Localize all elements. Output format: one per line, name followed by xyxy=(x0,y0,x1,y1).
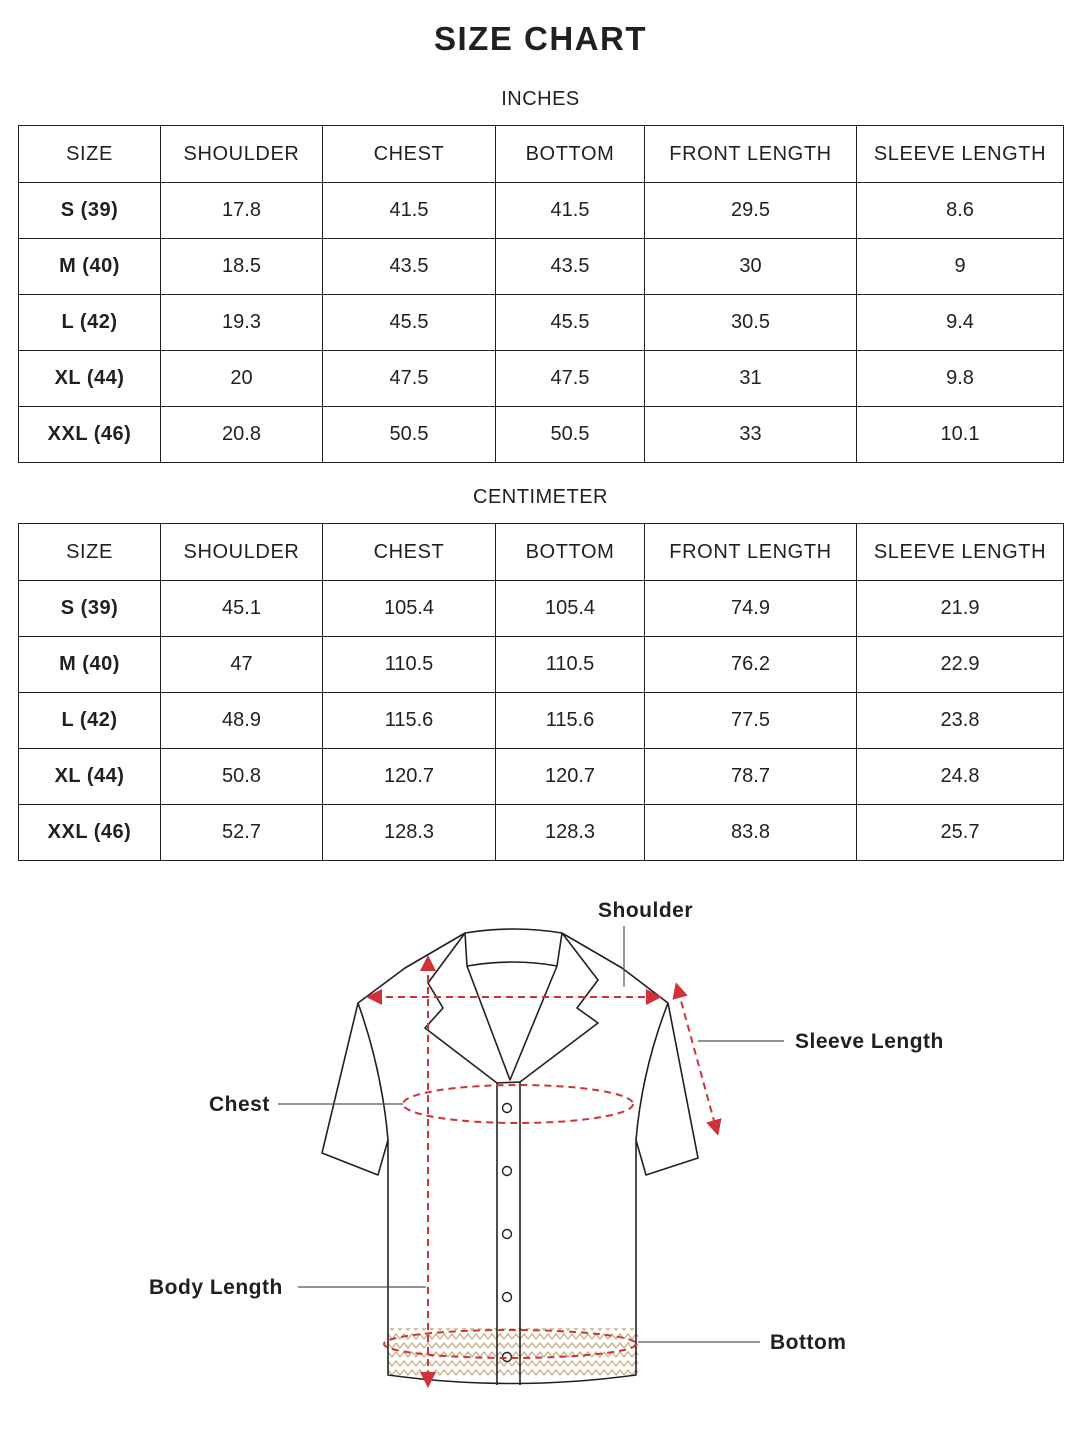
page-title: SIZE CHART xyxy=(434,20,647,57)
sleeve-length-cell: 21.9 xyxy=(857,581,1064,637)
centimeter-size-table xyxy=(18,523,1064,861)
shoulder-cell: 50.8 xyxy=(161,749,323,805)
shoulder-cell: 48.9 xyxy=(161,693,323,749)
bottom-cell: 128.3 xyxy=(496,805,645,861)
front-length-cell: 30.5 xyxy=(645,295,857,351)
table-row xyxy=(19,351,1064,407)
chest-cell: 47.5 xyxy=(323,351,496,407)
chest-cell: 45.5 xyxy=(323,295,496,351)
bottom-cell: 110.5 xyxy=(496,637,645,693)
button-icon xyxy=(503,1104,512,1113)
header-bottom: BOTTOM xyxy=(496,524,645,581)
size-cell: M (40) xyxy=(19,637,161,693)
shoulder-cell: 20 xyxy=(161,351,323,407)
sleeve-length-cell: 8.6 xyxy=(857,183,1064,239)
header-chest: CHEST xyxy=(323,126,496,183)
chest-cell: 115.6 xyxy=(323,693,496,749)
sleeve-length-cell: 9.8 xyxy=(857,351,1064,407)
front-length-cell: 29.5 xyxy=(645,183,857,239)
chest-cell: 41.5 xyxy=(323,183,496,239)
sleeve-length-cell: 9 xyxy=(857,239,1064,295)
header-size: SIZE xyxy=(19,126,161,183)
shoulder-cell: 18.5 xyxy=(161,239,323,295)
measurement-diagram xyxy=(0,880,1081,1420)
button-icon xyxy=(503,1167,512,1176)
size-cell: XL (44) xyxy=(19,749,161,805)
button-icon xyxy=(503,1293,512,1302)
table-row xyxy=(19,805,1064,861)
table-header-row xyxy=(19,126,1064,183)
front-length-cell: 77.5 xyxy=(645,693,857,749)
bottom-cell: 43.5 xyxy=(496,239,645,295)
bottom-label: Bottom xyxy=(770,1331,847,1354)
front-length-cell: 78.7 xyxy=(645,749,857,805)
table-header-row xyxy=(19,524,1064,581)
centimeter-label: CENTIMETER xyxy=(473,486,608,508)
table-row xyxy=(19,239,1064,295)
table-row xyxy=(19,749,1064,805)
sleeve-length-label: Sleeve Length xyxy=(795,1030,944,1053)
header-chest: CHEST xyxy=(323,524,496,581)
button-icon xyxy=(503,1230,512,1239)
sleeve-length-measure-line xyxy=(678,990,716,1128)
size-cell: XXL (46) xyxy=(19,805,161,861)
bottom-cell: 50.5 xyxy=(496,407,645,463)
header-front-length: FRONT LENGTH xyxy=(645,126,857,183)
size-cell: XL (44) xyxy=(19,351,161,407)
table-row xyxy=(19,295,1064,351)
leader-lines xyxy=(278,926,784,1342)
size-cell: XXL (46) xyxy=(19,407,161,463)
inches-label: INCHES xyxy=(501,88,580,110)
shoulder-cell: 19.3 xyxy=(161,295,323,351)
size-cell: L (42) xyxy=(19,693,161,749)
sleeve-length-cell: 22.9 xyxy=(857,637,1064,693)
header-front-length: FRONT LENGTH xyxy=(645,524,857,581)
chest-cell: 110.5 xyxy=(323,637,496,693)
chest-measure-ellipse xyxy=(403,1085,633,1123)
shoulder-cell: 20.8 xyxy=(161,407,323,463)
size-cell: L (42) xyxy=(19,295,161,351)
front-length-cell: 30 xyxy=(645,239,857,295)
bottom-cell: 41.5 xyxy=(496,183,645,239)
header-sleeve-length: SLEEVE LENGTH xyxy=(857,126,1064,183)
header-sleeve-length: SLEEVE LENGTH xyxy=(857,524,1064,581)
bottom-cell: 45.5 xyxy=(496,295,645,351)
chest-cell: 105.4 xyxy=(323,581,496,637)
shirt-buttons xyxy=(503,1104,512,1362)
table-row xyxy=(19,693,1064,749)
shoulder-cell: 47 xyxy=(161,637,323,693)
table-row xyxy=(19,581,1064,637)
chest-cell: 128.3 xyxy=(323,805,496,861)
measurement-lines xyxy=(374,963,716,1380)
chest-cell: 120.7 xyxy=(323,749,496,805)
sleeve-length-cell: 10.1 xyxy=(857,407,1064,463)
bottom-cell: 47.5 xyxy=(496,351,645,407)
front-length-cell: 76.2 xyxy=(645,637,857,693)
body-length-label: Body Length xyxy=(149,1276,283,1299)
size-cell: S (39) xyxy=(19,581,161,637)
inches-size-table xyxy=(18,125,1064,463)
size-cell: M (40) xyxy=(19,239,161,295)
front-length-cell: 31 xyxy=(645,351,857,407)
front-length-cell: 83.8 xyxy=(645,805,857,861)
shirt-illustration xyxy=(0,880,1081,1420)
front-length-cell: 33 xyxy=(645,407,857,463)
table-row xyxy=(19,407,1064,463)
bottom-cell: 120.7 xyxy=(496,749,645,805)
sleeve-length-cell: 24.8 xyxy=(857,749,1064,805)
chest-cell: 43.5 xyxy=(323,239,496,295)
table-row xyxy=(19,637,1064,693)
sleeve-length-cell: 23.8 xyxy=(857,693,1064,749)
chest-label: Chest xyxy=(209,1093,270,1116)
table-row xyxy=(19,183,1064,239)
front-length-cell: 74.9 xyxy=(645,581,857,637)
shoulder-label: Shoulder xyxy=(598,899,694,922)
chest-cell: 50.5 xyxy=(323,407,496,463)
hem-pattern xyxy=(388,1328,638,1376)
header-size: SIZE xyxy=(19,524,161,581)
header-shoulder: SHOULDER xyxy=(161,524,323,581)
sleeve-length-cell: 25.7 xyxy=(857,805,1064,861)
header-bottom: BOTTOM xyxy=(496,126,645,183)
header-shoulder: SHOULDER xyxy=(161,126,323,183)
shoulder-cell: 17.8 xyxy=(161,183,323,239)
bottom-cell: 105.4 xyxy=(496,581,645,637)
bottom-cell: 115.6 xyxy=(496,693,645,749)
shoulder-cell: 45.1 xyxy=(161,581,323,637)
shoulder-cell: 52.7 xyxy=(161,805,323,861)
size-cell: S (39) xyxy=(19,183,161,239)
sleeve-length-cell: 9.4 xyxy=(857,295,1064,351)
